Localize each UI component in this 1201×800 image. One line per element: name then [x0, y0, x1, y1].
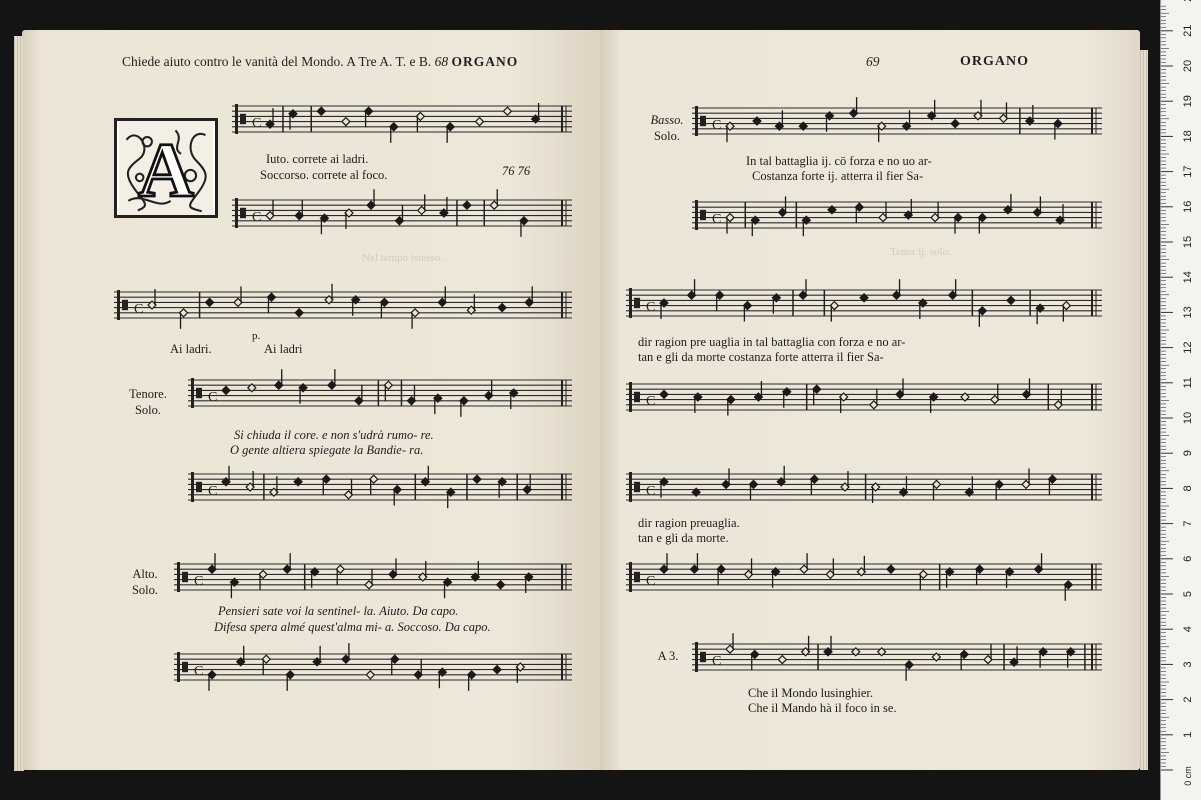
ruler-tick-label: 5: [1182, 590, 1194, 598]
svg-text:C: C: [194, 573, 204, 589]
voice-label-tenore: [118, 386, 178, 418]
left-page: [22, 30, 600, 770]
staff-lines: [692, 636, 1102, 674]
lyric-right-sys3-line2: tan e gli da morte costanza forte atterra il fier Sa-: [638, 350, 884, 364]
svg-text:C: C: [646, 483, 656, 499]
ruler-tick-label: 7: [1182, 520, 1194, 527]
staff-lines: [174, 556, 572, 594]
lyric-alto-line1: Pensieri sate voi la sentinel- la. Aiuto. Da capo.: [218, 604, 459, 618]
ruler-tick-label: 15: [1182, 235, 1194, 249]
staff-left-3: [114, 284, 572, 322]
figured-bass-numbers: 76 76: [502, 164, 531, 178]
staff-right-4: [626, 376, 1102, 414]
lyric-left-sys2-line1: Ai ladri.: [170, 342, 212, 356]
svg-text:C: C: [712, 211, 722, 227]
ruler-tick-label: 13: [1182, 306, 1194, 319]
ruler-tick-label: 19: [1182, 95, 1194, 108]
ruler-tick-label: 12: [1182, 341, 1194, 354]
ruler-scale: [1161, 0, 1201, 800]
staff-left-6: [174, 556, 572, 594]
page-edge-right: [1140, 50, 1148, 770]
bleed-through-text-right: Tenor ij. solo.: [890, 246, 951, 258]
left-header-title: Chiede aiuto contro le vanità del Mondo. A Tre A. T. e B.: [122, 54, 432, 69]
voice-basso-solo: Solo.: [653, 129, 681, 143]
voice-a3-label: A 3.: [657, 649, 679, 663]
voice-alto-name: Alto.: [132, 567, 158, 581]
svg-text:C: C: [194, 663, 204, 679]
ruler-tick-label: 2: [1182, 696, 1194, 703]
ruler-tick-label: 18: [1182, 130, 1194, 143]
voice-tenore-name: Tenore.: [129, 387, 167, 401]
svg-text:C: C: [646, 299, 656, 315]
svg-text:C: C: [208, 483, 218, 499]
left-page-header: [122, 54, 518, 70]
svg-text:C: C: [208, 389, 218, 405]
left-page-number: 68: [434, 54, 449, 69]
ruler-tick-label: 20: [1182, 59, 1194, 73]
left-header-organo: ORGANO: [451, 54, 519, 69]
staff-lines: [114, 284, 572, 322]
decorated-initial-letter: [114, 118, 218, 218]
staff-lines: [626, 282, 1102, 320]
right-page: [600, 30, 1140, 770]
staff-lines: [188, 372, 572, 410]
staff-right-2: [692, 194, 1102, 232]
staff-right-1: [692, 100, 1102, 138]
lyric-a3-line2: Che il Mando hà il foco in se.: [748, 701, 897, 715]
svg-text:C: C: [646, 393, 656, 409]
voice-basso-name: Basso.: [650, 113, 684, 127]
staff-right-5: [626, 466, 1102, 504]
ruler-tick-label: 21: [1182, 24, 1194, 37]
ruler-tick-label: 10: [1182, 411, 1194, 425]
staff-lines: [626, 376, 1102, 414]
staff-lines: [232, 98, 572, 136]
staff-left-2: [232, 192, 572, 230]
lyric-tenore-line2: O gente altiera spiegate la Bandie- ra.: [230, 443, 424, 457]
voice-label-a3: [650, 648, 686, 664]
staff-lines: [188, 466, 572, 504]
ruler-unit-label: 0 cm: [1183, 766, 1193, 786]
ruler-tick-label: 11: [1182, 377, 1194, 389]
svg-text:C: C: [712, 117, 722, 133]
voice-tenore-solo: Solo.: [134, 403, 162, 417]
initial-letter-text: A: [138, 127, 194, 214]
svg-text:C: C: [646, 573, 656, 589]
ruler-tick-label: 17: [1182, 165, 1194, 178]
ruler-tick-label: 6: [1182, 555, 1194, 562]
staff-lines: [232, 192, 572, 230]
lyric-left-sys1-line1: Iuto. correte ai ladri.: [266, 152, 369, 166]
bleed-through-text: Nel tempo istesso.: [362, 252, 443, 264]
staff-right-3: [626, 282, 1102, 320]
ruler-tick-label: 3: [1182, 661, 1194, 668]
open-book: [14, 30, 1144, 780]
voice-label-alto: [120, 566, 170, 598]
staff-lines: [626, 556, 1102, 594]
ruler-tick-label: 16: [1182, 200, 1194, 213]
ruler-tick-label: 4: [1182, 626, 1194, 633]
lyric-alto-line2: Difesa spera almé quest'alma mi- a. Soccoso. Da capo.: [214, 620, 491, 634]
ruler-tick-label: 8: [1182, 485, 1194, 492]
ruler-tick-label: 14: [1182, 271, 1194, 284]
staff-lines: [692, 194, 1102, 232]
staff-lines: [174, 646, 572, 684]
ruler-tick-label: 1: [1182, 731, 1194, 738]
lyric-right-sys5-line2: tan e gli da morte.: [638, 531, 729, 545]
lyric-left-sys2-line2: Ai ladri: [264, 342, 303, 356]
right-header-organo: ORGANO: [960, 54, 1029, 69]
ruler-tick-label: [1182, 0, 1194, 2]
lyric-right-sys3-line1: dir ragion pre uaglia in tal battaglia con forza e no ar-: [638, 335, 906, 349]
lyric-right-sys1-line1: In tal battaglia ij. cō forza e no uo ar-: [746, 154, 932, 168]
staff-left-1: [232, 98, 572, 136]
lyric-right-sys5-line1: dir ragion preuaglia.: [638, 516, 740, 530]
right-page-number: 69: [866, 54, 880, 69]
voice-alto-solo: Solo.: [131, 583, 159, 597]
svg-text:C: C: [252, 209, 262, 225]
measurement-ruler: [1160, 0, 1201, 800]
dynamic-mark: p.: [252, 330, 261, 342]
decorated-initial-svg: [117, 121, 215, 215]
lyric-left-sys1-line2: Soccorso. correte al foco.: [260, 168, 388, 182]
svg-text:C: C: [712, 653, 722, 669]
staff-right-7: [692, 636, 1102, 674]
svg-text:C: C: [134, 301, 144, 317]
staff-left-5: [188, 466, 572, 504]
staff-lines: [692, 100, 1102, 138]
voice-label-basso: [644, 112, 690, 144]
svg-text:C: C: [252, 115, 262, 131]
staff-right-6: [626, 556, 1102, 594]
lyric-right-sys1-line2: Costanza forte ij. atterra il fier Sa-: [752, 169, 924, 183]
lyric-tenore-line1: Si chiuda il core. e non s'udrà rumo- re.: [234, 428, 434, 442]
staff-lines: [626, 466, 1102, 504]
staff-left-7: [174, 646, 572, 684]
ruler-tick-label: 9: [1182, 450, 1194, 457]
staff-left-4: [188, 372, 572, 410]
lyric-a3-line1: Che il Mondo lusinghier.: [748, 686, 873, 700]
